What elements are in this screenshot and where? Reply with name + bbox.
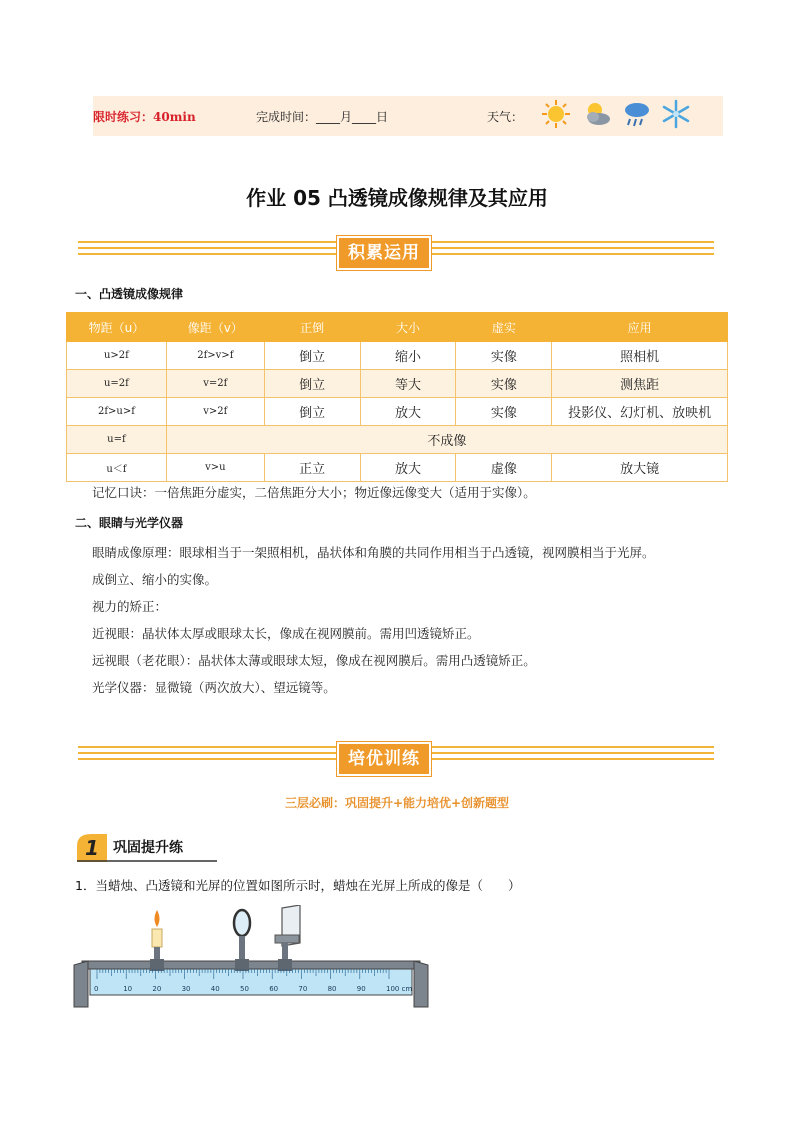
- table-cell: 2f>u>f: [67, 398, 167, 426]
- ruler-tick-label: 100 cm: [386, 985, 413, 993]
- table-row: [67, 398, 728, 426]
- rain-icon: [621, 98, 653, 130]
- table-cell: 缩小: [360, 342, 456, 370]
- section-banner-training: 培优训练: [337, 742, 431, 776]
- col-header: 虚实: [456, 313, 552, 342]
- question-1: 1．当蜡烛、凸透镜和光屏的位置如图所示时，蜡烛在光屏上所成的像是（ ）: [75, 878, 521, 893]
- table-row: [67, 370, 728, 398]
- badge-label: 巩固提升练: [113, 840, 183, 856]
- section-heading-lens-rules: 一、凸透镜成像规律: [75, 287, 184, 301]
- ruler-tick-label: 40: [210, 985, 220, 993]
- section-heading-eye: 二、眼睛与光学仪器: [75, 516, 184, 530]
- table-cell-merged: 不成像: [166, 426, 727, 454]
- table-cell: 等大: [360, 370, 456, 398]
- eye-text-line: 眼睛成像原理：眼球相当于一架照相机，晶状体和角膜的共同作用相当于凸透镜，视网膜相当于光屏。: [92, 545, 655, 560]
- table-cell: u>2f: [67, 342, 167, 370]
- page-title: 作业 05 凸透镜成像规律及其应用: [246, 186, 548, 210]
- memo-text: 记忆口诀：一倍焦距分虚实，二倍焦距分大小；物近像远像变大（适用于实像）。: [92, 485, 536, 500]
- eye-text-line: 近视眼：晶状体太厚或眼球太长，像成在视网膜前。需用凹透镜矫正。: [92, 626, 480, 641]
- cloudy-sun-icon: [581, 98, 613, 130]
- table-cell: 倒立: [264, 398, 360, 426]
- ruler-tick-label: 10: [123, 985, 133, 993]
- table-cell: 放大: [360, 454, 456, 482]
- ruler-tick-label: 60: [269, 985, 279, 993]
- table-row: [67, 426, 728, 454]
- table-cell: 正立: [264, 454, 360, 482]
- table-cell: 2f>v>f: [166, 342, 264, 370]
- practice-badge: [77, 834, 217, 862]
- finish-time-label: 完成时间：____月____日: [256, 110, 389, 124]
- section-subtitle: 三层必刷：巩固提升+能力培优+创新题型: [284, 796, 510, 810]
- ruler-tick-label: 50: [240, 985, 249, 993]
- ruler-tick-label: 30: [181, 985, 191, 993]
- table-cell: 虚像: [456, 454, 552, 482]
- table-cell: 倒立: [264, 342, 360, 370]
- table-row: [67, 454, 728, 482]
- table-cell: 投影仪、幻灯机、放映机: [552, 398, 728, 426]
- weather-label: 天气：: [487, 110, 524, 124]
- table-cell: u＜f: [67, 454, 167, 482]
- table-cell: 放大镜: [552, 454, 728, 482]
- eye-text-line: 远视眼（老花眼）：晶状体太薄或眼球太短，像成在视网膜后。需用凸透镜矫正。: [92, 653, 536, 668]
- snow-icon: [660, 98, 692, 130]
- table-cell: 倒立: [264, 370, 360, 398]
- table-cell: 实像: [456, 370, 552, 398]
- table-cell: 照相机: [552, 342, 728, 370]
- table-cell: 实像: [456, 342, 552, 370]
- ruler-tick-label: 0: [94, 985, 99, 993]
- col-header: 像距（v）: [166, 313, 264, 342]
- table-cell: 实像: [456, 398, 552, 426]
- eye-text-line: 视力的矫正：: [92, 599, 168, 614]
- table-cell: 放大: [360, 398, 456, 426]
- table-cell: v=2f: [166, 370, 264, 398]
- col-header: 大小: [360, 313, 456, 342]
- ruler-tick-label: 20: [152, 985, 162, 993]
- header-bar: [93, 96, 723, 136]
- table-cell: v>u: [166, 454, 264, 482]
- eye-text-line: 光学仪器：显微镜（两次放大）、望远镜等。: [92, 680, 336, 695]
- eye-text-line: 成倒立、缩小的实像。: [92, 572, 218, 587]
- table-header-row: [67, 313, 728, 342]
- time-limit-label: 限时练习：40min: [93, 110, 196, 124]
- badge-number: 1: [85, 836, 99, 860]
- col-header: 应用: [552, 313, 728, 342]
- col-header: 物距（u）: [67, 313, 167, 342]
- convex-lens-icon: [234, 910, 250, 962]
- ruler-tick-label: 90: [356, 985, 366, 993]
- ruler-tick-label: 70: [298, 985, 308, 993]
- optical-bench-figure: [70, 905, 430, 1010]
- section-banner-accumulate: 积累运用: [337, 236, 431, 270]
- table-cell: v>2f: [166, 398, 264, 426]
- bench-rail: [74, 959, 428, 1007]
- light-screen-icon: [275, 905, 300, 962]
- table-cell: u=f: [67, 426, 167, 454]
- table-cell: u=2f: [67, 370, 167, 398]
- table-cell: 测焦距: [552, 370, 728, 398]
- table-row: [67, 342, 728, 370]
- lens-imaging-table: [66, 312, 728, 482]
- ruler-tick-label: 80: [327, 985, 337, 993]
- sun-icon: [540, 98, 572, 130]
- candle-icon: [152, 910, 162, 961]
- col-header: 正倒: [264, 313, 360, 342]
